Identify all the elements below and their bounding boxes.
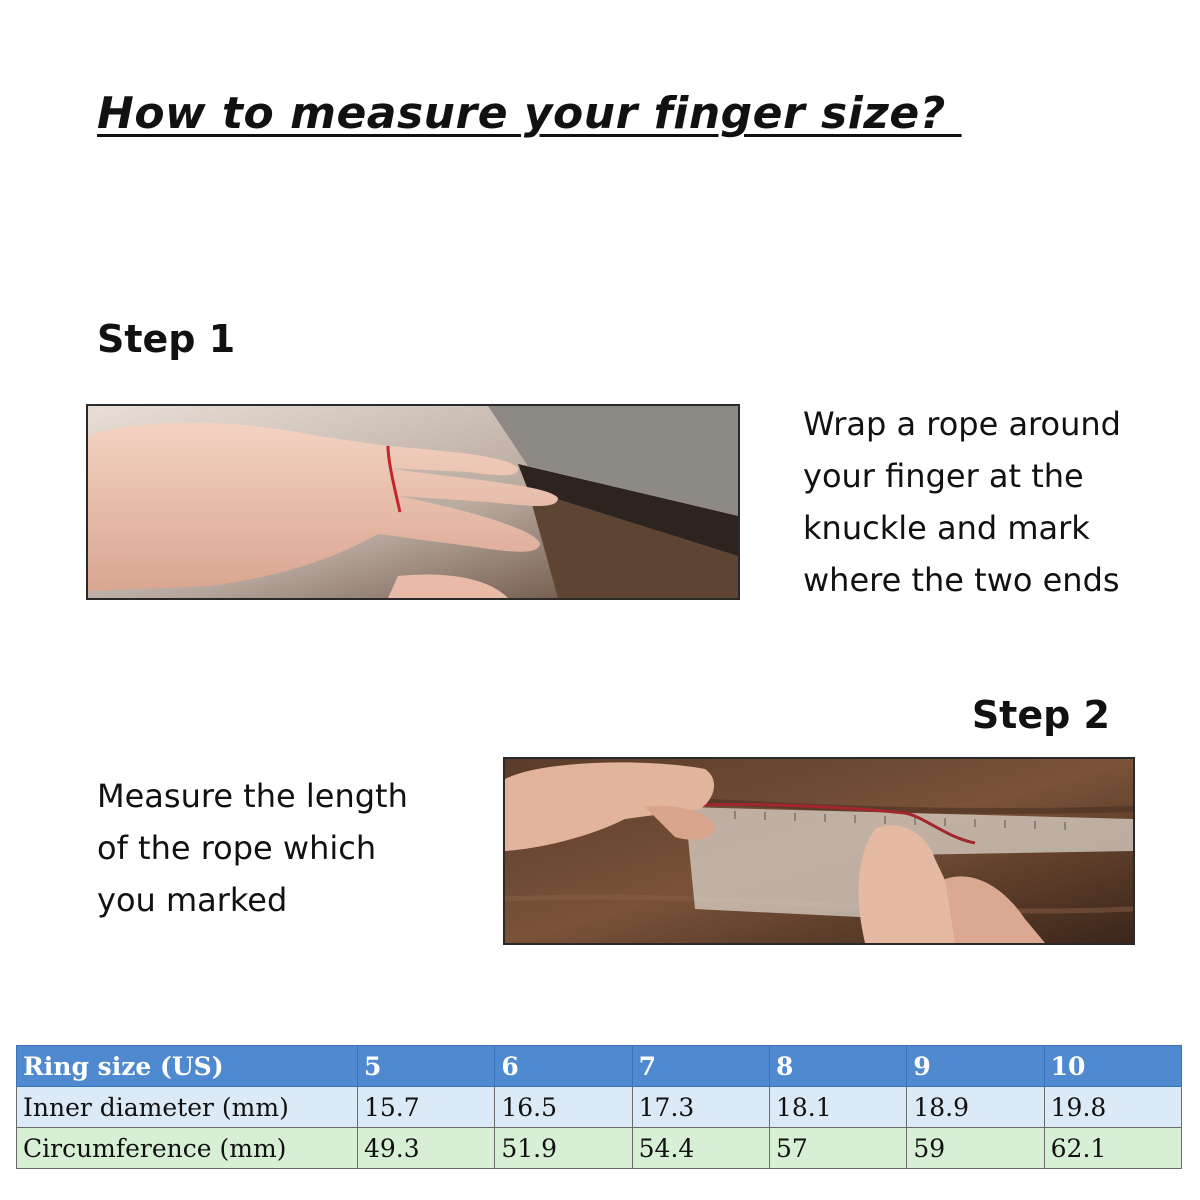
- step-1-line: where the two ends: [803, 561, 1120, 599]
- step-1-photo: [86, 404, 740, 600]
- step-1-line: Wrap a rope around: [803, 405, 1121, 443]
- table-cell: 7: [632, 1046, 769, 1087]
- table-cell: 62.1: [1044, 1128, 1181, 1169]
- step-2-line: Measure the length: [97, 777, 408, 815]
- table-cell: 10: [1044, 1046, 1181, 1087]
- step-1-line: knuckle and mark: [803, 509, 1090, 547]
- step-2-line: you marked: [97, 881, 288, 919]
- table-cell: 18.9: [907, 1087, 1044, 1128]
- table-cell: 6: [495, 1046, 632, 1087]
- table-cell: 9: [907, 1046, 1044, 1087]
- table-cell: 51.9: [495, 1128, 632, 1169]
- table-cell: 18.1: [769, 1087, 906, 1128]
- step-1-description: [803, 398, 1121, 606]
- table-cell: 54.4: [632, 1128, 769, 1169]
- table-row: [17, 1087, 1182, 1128]
- step-2-photo: [503, 757, 1135, 945]
- ring-size-table: [16, 1045, 1182, 1169]
- table-row: [17, 1046, 1182, 1087]
- step-2-label: Step 2: [971, 693, 1110, 737]
- row-label: Inner diameter (mm): [17, 1087, 358, 1128]
- step-2-description: [97, 770, 408, 926]
- table-cell: 59: [907, 1128, 1044, 1169]
- table-cell: 17.3: [632, 1087, 769, 1128]
- row-label: Ring size (US): [17, 1046, 358, 1087]
- table-cell: 5: [358, 1046, 495, 1087]
- step-2-line: of the rope which: [97, 829, 377, 867]
- page-title: How to measure your finger size?: [97, 88, 962, 139]
- step-1-line: your finger at the: [803, 457, 1084, 495]
- table-cell: 15.7: [358, 1087, 495, 1128]
- table-cell: 19.8: [1044, 1087, 1181, 1128]
- row-label: Circumference (mm): [17, 1128, 358, 1169]
- table-cell: 16.5: [495, 1087, 632, 1128]
- table-cell: 57: [769, 1128, 906, 1169]
- table-cell: 8: [769, 1046, 906, 1087]
- step-1-label: Step 1: [97, 317, 236, 361]
- table-cell: 49.3: [358, 1128, 495, 1169]
- table-row: [17, 1128, 1182, 1169]
